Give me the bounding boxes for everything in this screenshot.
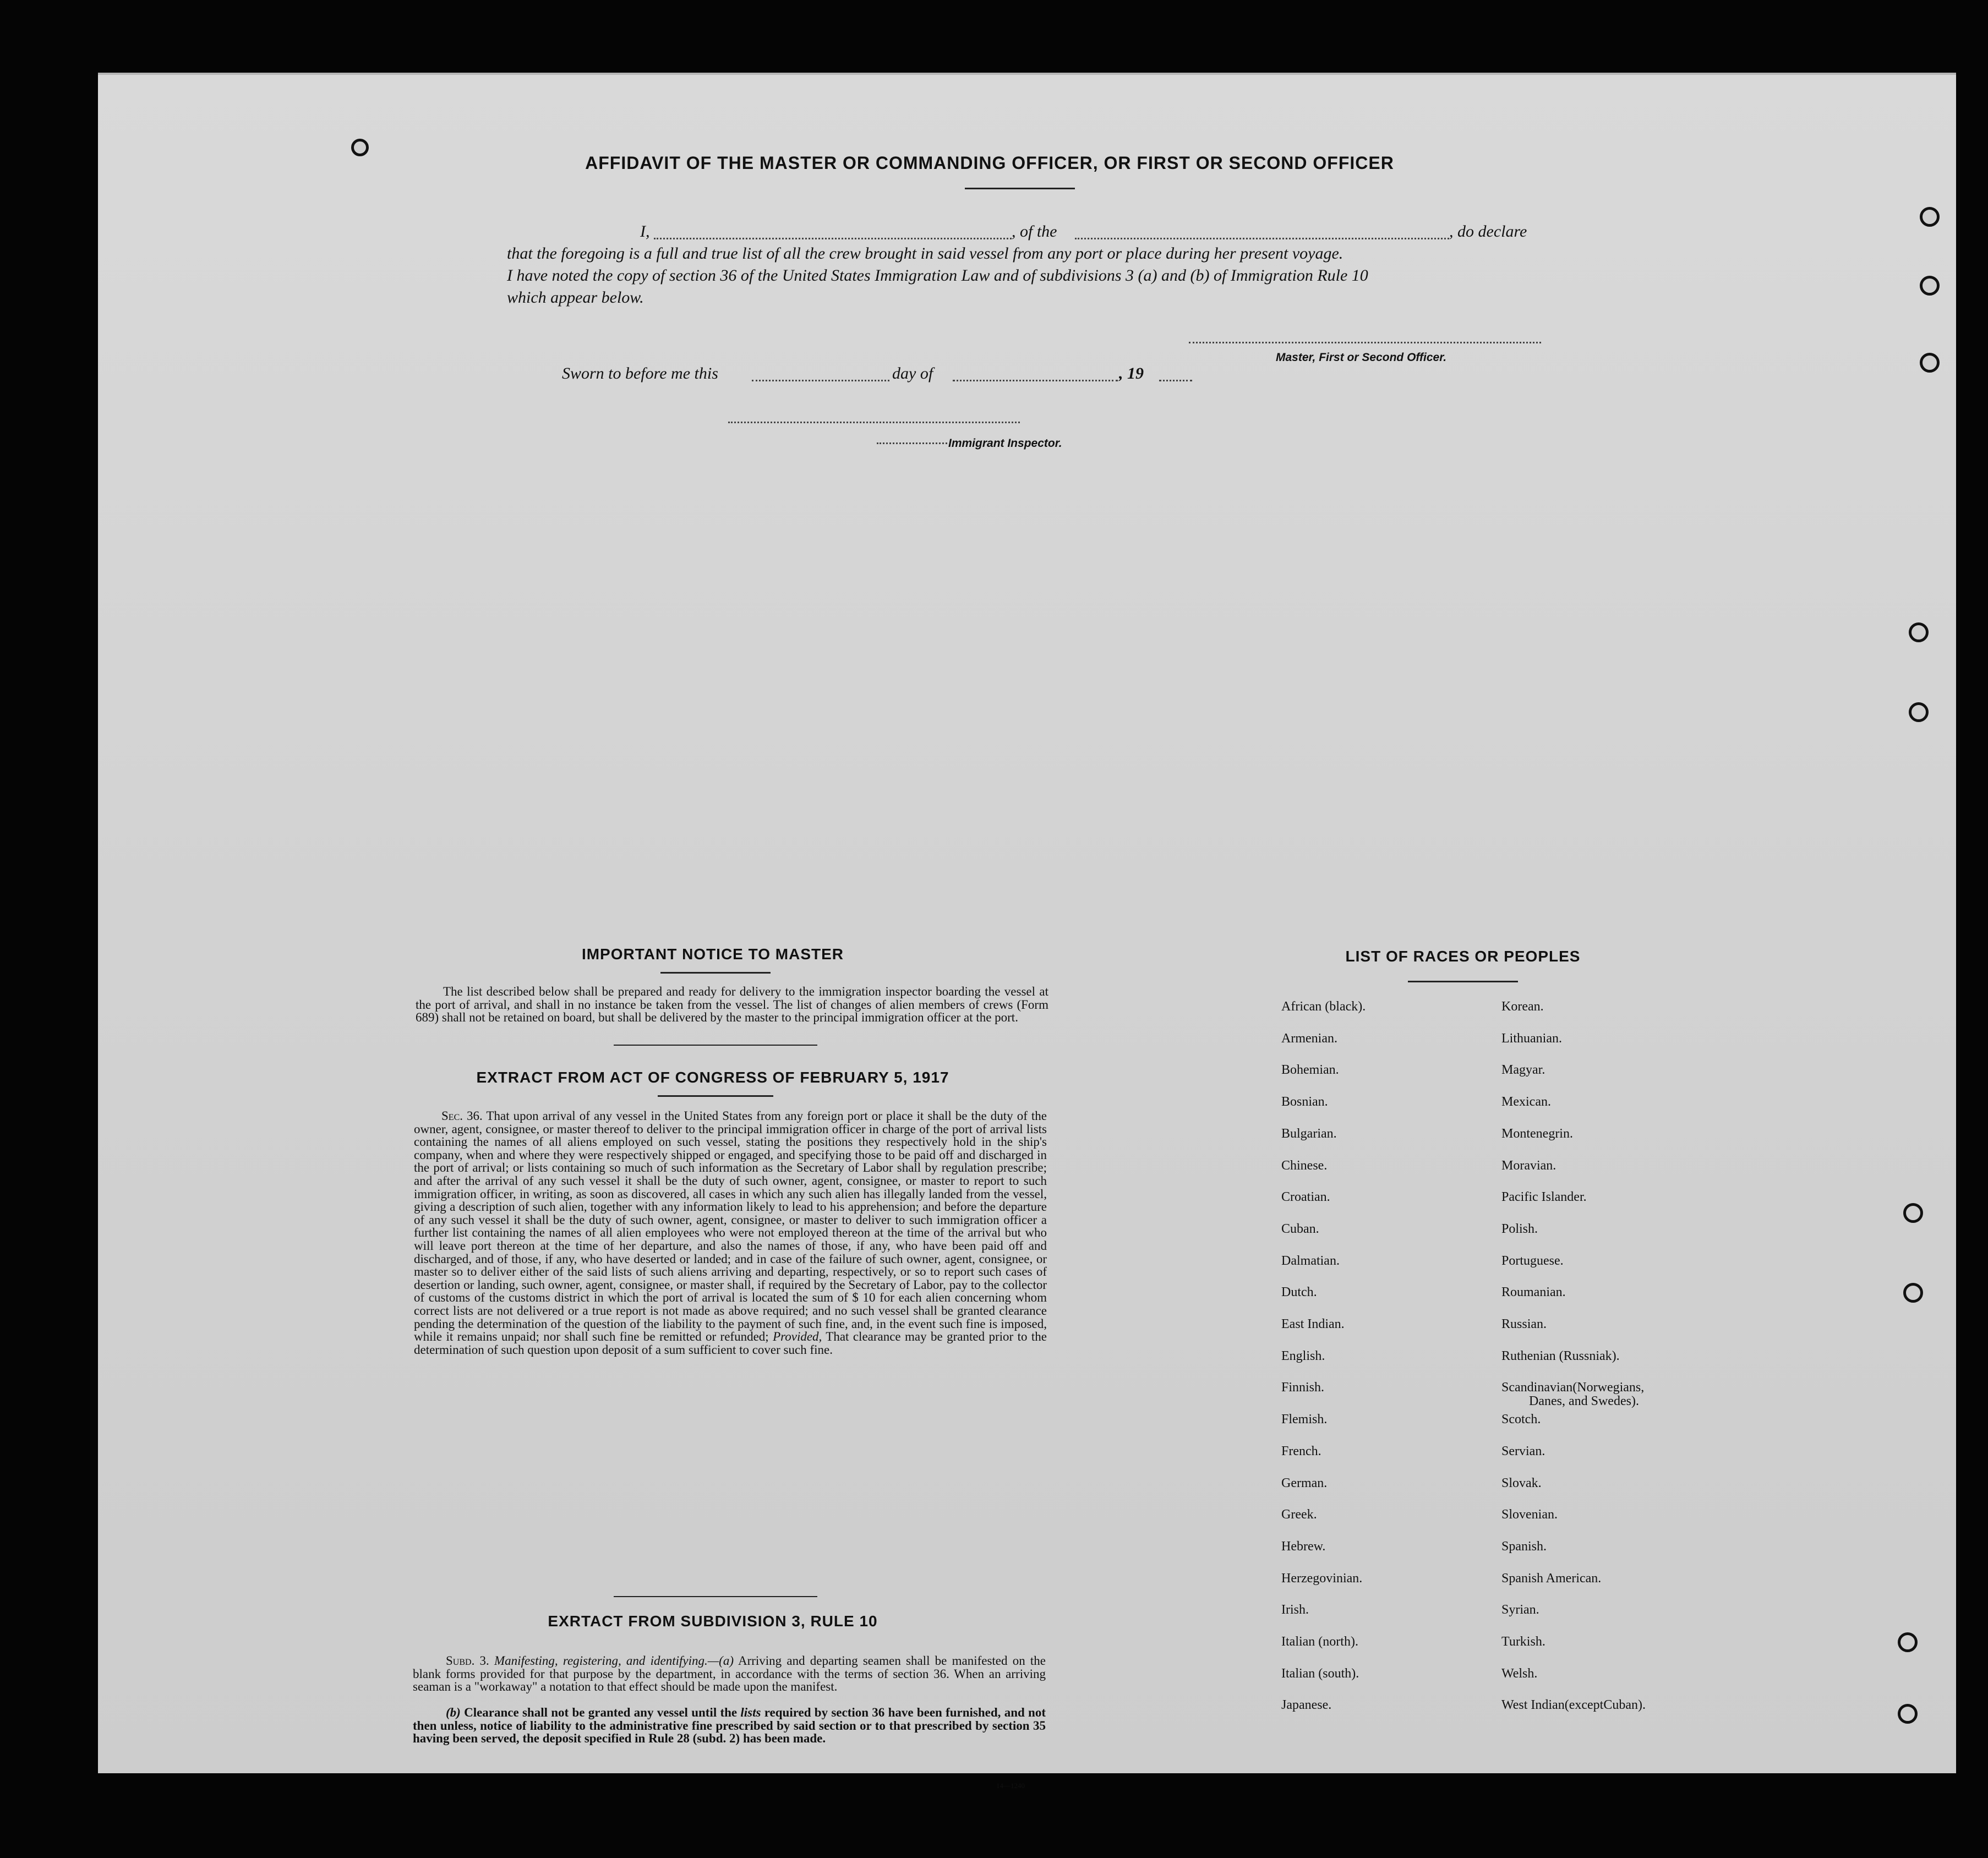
notices-column	[341, 946, 1084, 1790]
race-item: Dutch.	[1281, 1285, 1317, 1300]
sworn-line	[562, 364, 1332, 387]
rule-heading: EXRTACT FROM SUBDIVISION 3, RULE 10	[548, 1613, 878, 1630]
race-item: Japanese.	[1281, 1698, 1332, 1713]
subd-title: Manifesting, registering, and identifying.—(a)	[494, 1654, 734, 1668]
binder-hole	[1903, 1203, 1923, 1223]
subd-b-text-1: Clearance shall not be granted any vessel until the	[464, 1706, 738, 1719]
race-item: Herzegovinian.	[1281, 1571, 1363, 1586]
race-item: Chinese.	[1281, 1158, 1328, 1173]
proviso-label: Provided,	[773, 1330, 822, 1344]
sworn-label: Sworn to before me this	[562, 364, 718, 382]
declare-i-label: I,	[640, 222, 650, 241]
inspector-caption-leader	[877, 442, 947, 444]
race-item: Polish.	[1501, 1221, 1538, 1236]
notice-underline	[660, 972, 771, 974]
race-item: Servian.	[1501, 1444, 1545, 1458]
act-underline	[658, 1095, 773, 1097]
race-item: Greek.	[1281, 1507, 1317, 1522]
sworn-year-blank[interactable]	[1159, 380, 1192, 381]
race-item: East Indian.	[1281, 1317, 1345, 1331]
race-item: Armenian.	[1281, 1031, 1337, 1046]
race-item: Dalmatian.	[1281, 1253, 1340, 1268]
do-declare-label: , do declare	[1449, 222, 1527, 241]
race-item: Moravian.	[1501, 1158, 1556, 1173]
race-item: Italian (north).	[1281, 1635, 1358, 1649]
binder-hole	[1920, 353, 1940, 373]
rule-text-b	[413, 1706, 1046, 1745]
notice-divider	[614, 1045, 817, 1046]
races-underline	[1408, 981, 1518, 982]
sec-36-text: That upon arrival of any vessel in the United States from any foreign port or place it shall be the duty of the owner, agent, consignee, or master thereof to deliver to the principal immigration officer in charge of the port of arrival lists containing the names of all aliens employed on such vessel, stating the positions they respectively hold in the ship's company, when and where they were respectively shipped or engaged, and specifying those to be paid off and discharged in the port of arrival; or lists containing so much of such information as the Secretary of Labor shall by regulation prescribe; and after the arrival of any such vessel it shall be the duty of such owner, agent, consignee, or master to report to such immigration officer, in writing, as soon as discovered, all cases in which any such alien has illegally landed from the vessel, giving a description of such alien, together with any information likely to lead to his apprehension; and before the departure of any such vessel it shall be the duty of such owner, agent, consignee, or master to deliver to such immigration officer a further list containing the names of all alien employees who were not employed thereon at the time of the arrival but who will leave port thereon at the time of her departure, and also the names of those, if any, who have been paid off and discharged, and of those, if any, who have deserted or landed; and in case of the failure of such owner, agent, consignee, or master so to deliver either of the said lists of such aliens arriving and departing, respectively, or so to report such cases of desertion or landing, such owner, agent, consignee, or master shall, if required by the Secretary of Labor, pay to the collector of customs of the customs district in which the port of arrival is located the sum of $ 10 for each alien concerning whom correct lists are not delivered or a true report is not made as above required; and no such vessel shall be granted clearance pending the determination of the question of the liability to the payment of such fine, and, in the event such fine is imposed, while it remains unpaid; nor shall such fine be remitted or refunded;	[414, 1109, 1047, 1344]
subd-b-label: (b)	[446, 1706, 461, 1719]
binder-hole	[351, 139, 369, 156]
year-label: , 19	[1119, 364, 1144, 382]
of-the-label: , of the	[1012, 222, 1057, 241]
race-item: French.	[1281, 1444, 1321, 1458]
binder-hole	[1898, 1632, 1918, 1652]
name-blank[interactable]	[654, 238, 1012, 239]
declaration-line-2: that the foregoing is a full and true list of all the crew brought in said vessel from any port or place during her present voyage.	[507, 244, 1343, 263]
race-item-continuation: Danes, and Swedes).	[1529, 1394, 1639, 1409]
declaration-line-3: I have noted the copy of section 36 of the United States Immigration Law and of subdivisions 3 (a) and (b) of Immigration Rule 10	[507, 266, 1368, 285]
affidavit-heading: AFFIDAVIT OF THE MASTER OR COMMANDING OFFICER, OR FIRST OR SECOND OFFICER	[585, 153, 1394, 173]
race-item: English.	[1281, 1348, 1325, 1363]
document-sheet	[98, 73, 1956, 1790]
binder-hole	[1909, 702, 1929, 722]
vessel-blank[interactable]	[1075, 238, 1449, 239]
binder-hole	[1898, 1704, 1918, 1724]
heading-underline	[965, 188, 1075, 189]
race-item: Pacific Islander.	[1501, 1190, 1587, 1205]
race-item: Hebrew.	[1281, 1539, 1326, 1554]
binder-hole	[1903, 1283, 1923, 1303]
form-number: 14—1240	[996, 1782, 1025, 1790]
race-item: African (black).	[1281, 999, 1366, 1014]
race-item: Scotch.	[1501, 1412, 1541, 1427]
race-item: Flemish.	[1281, 1412, 1328, 1427]
race-item: Italian (south).	[1281, 1666, 1359, 1681]
binder-hole	[1909, 622, 1929, 642]
race-item: Ruthenian (Russniak).	[1501, 1348, 1620, 1363]
subd-b-text-2: required by section 36 have been furnished, and not then unless, notice of liability to the administrative fine prescribed by said section or to that prescribed by section 35 having been served, the deposit specified in Rule 28 (subd. 2) has been made.	[413, 1706, 1046, 1746]
master-signature-caption: Master, First or Second Officer.	[1276, 351, 1447, 364]
notice-heading: IMPORTANT NOTICE TO MASTER	[581, 946, 844, 963]
races-heading: LIST OF RACES OR PEOPLES	[1345, 948, 1581, 965]
races-column-2	[1501, 999, 1733, 1797]
race-item: Finnish.	[1281, 1380, 1325, 1395]
subd-label: Subd. 3.	[446, 1654, 489, 1668]
race-item: Scandinavian(Norwegians,	[1501, 1380, 1645, 1395]
races-column-1	[1281, 999, 1490, 1797]
race-item: Spanish.	[1501, 1539, 1547, 1554]
race-item: Slovak.	[1501, 1476, 1542, 1490]
lists-word: lists	[740, 1706, 761, 1719]
race-item: Lithuanian.	[1501, 1031, 1562, 1046]
race-item: West Indian(exceptCuban).	[1501, 1698, 1646, 1713]
race-item: Bohemian.	[1281, 1063, 1339, 1078]
binder-hole	[1920, 207, 1940, 227]
act-divider	[614, 1596, 817, 1597]
race-item: Bulgarian.	[1281, 1126, 1337, 1141]
inspector-signature-blank[interactable]	[728, 422, 1020, 423]
race-item: German.	[1281, 1476, 1328, 1490]
day-of-label: day of	[892, 364, 933, 382]
race-item: Portuguese.	[1501, 1253, 1564, 1268]
race-item: Russian.	[1501, 1317, 1547, 1331]
act-heading: EXTRACT FROM ACT OF CONGRESS OF FEBRUARY 5, 1917	[476, 1069, 949, 1086]
race-item: Montenegrin.	[1501, 1126, 1573, 1141]
declaration-line-4: which appear below.	[507, 288, 644, 307]
sec-label: Sec. 36.	[441, 1109, 483, 1123]
inspector-caption: Immigrant Inspector.	[948, 437, 1062, 450]
binder-hole	[1920, 276, 1940, 296]
notice-text: The list described below shall be prepared and ready for delivery to the immigration inspector boarding the vessel at the port of arrival, and shall in no instance be taken from the vessel. The list of changes of alien members of crews (Form 689) shall not be retained on board, but shall be delivered by the master to the principal immigration officer at the port.	[416, 985, 1048, 1025]
race-item: Spanish American.	[1501, 1571, 1602, 1586]
race-item: Syrian.	[1501, 1603, 1539, 1617]
race-item: Korean.	[1501, 999, 1544, 1014]
race-item: Bosnian.	[1281, 1095, 1328, 1110]
race-item: Croatian.	[1281, 1190, 1330, 1205]
master-signature-blank[interactable]	[1189, 342, 1541, 343]
race-item: Mexican.	[1501, 1095, 1551, 1110]
race-item: Irish.	[1281, 1603, 1309, 1617]
race-item: Slovenian.	[1501, 1507, 1558, 1522]
race-item: Magyar.	[1501, 1063, 1545, 1078]
race-item: Cuban.	[1281, 1221, 1319, 1236]
subd-a-text: Arriving and departing seamen shall be manifested on the blank forms provided for that purpose by the department, in accordance with the terms of section 36. When an arriving seaman is a "workaway" a notation to that effect should be made upon the manifest.	[413, 1654, 1046, 1694]
act-text	[414, 1110, 1047, 1356]
race-item: Welsh.	[1501, 1666, 1538, 1681]
race-item: Roumanian.	[1501, 1285, 1566, 1300]
sworn-month-blank[interactable]	[953, 380, 1118, 381]
proviso-text: That clearance may be granted prior to the determination of such question upon deposit of a sum sufficient to cover such fine.	[414, 1330, 1047, 1357]
race-item: Turkish.	[1501, 1635, 1545, 1649]
declaration-line-1	[544, 222, 1656, 245]
rule-text-a	[413, 1654, 1046, 1693]
sworn-day-blank[interactable]	[752, 380, 889, 381]
